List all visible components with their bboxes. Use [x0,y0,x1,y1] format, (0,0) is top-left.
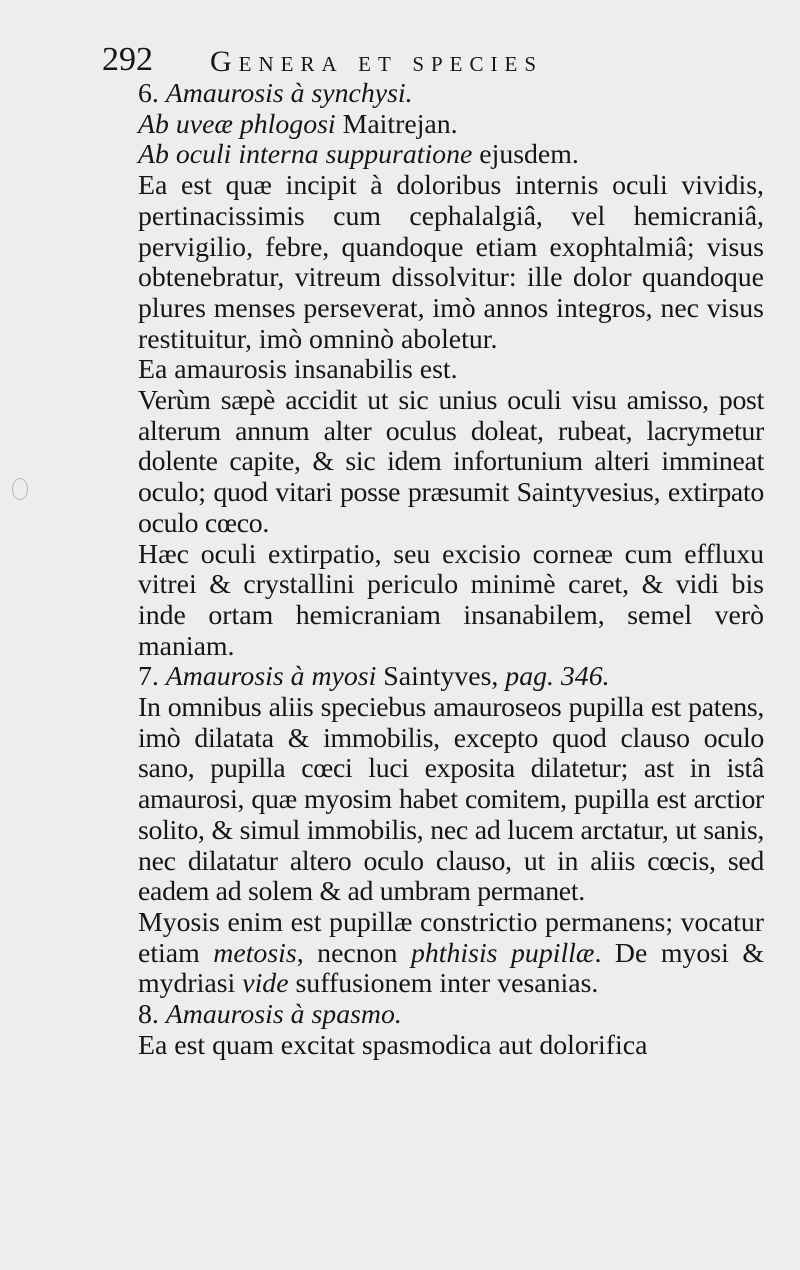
margin-mark [12,478,28,500]
cause-author: Maitrejan. [335,108,458,140]
text-run: suffusionem inter vesanias. [288,968,599,1000]
paragraph: Ea est quam excitat spasmodica aut dolorifica [138,1029,648,1061]
text-run: . De myosi & mydriasi [138,937,764,1000]
species-name: Amaurosis à spasmo. [165,999,402,1031]
term: vide [242,968,289,1000]
cause-text: Ab oculi interna suppuratione [138,139,473,171]
cause-line [104,140,764,171]
species-name: Amaurosis à synchysi. [165,78,413,109]
species-number: 6. [138,78,166,109]
term: metosis [213,937,297,969]
page-number: 292 [102,41,153,78]
species-number: 7. [138,661,166,693]
page-reference: pag. 346. [505,661,610,693]
running-title: Genera et species [210,45,544,78]
paragraph: Hæc oculi extirpatio, seu excisio corneæ cum effluxu vitrei & crystallini periculo minimè caret, & vidi bis inde ortam hemicraniam insanabilem, semel verò maniam. [138,538,764,662]
heading-species-7 [104,662,764,693]
text-run: , necnon [296,937,411,969]
cause-line [104,110,764,141]
cause-text: Ab uveæ phlogosi [138,108,336,140]
species-author: Saintyves, [376,661,506,693]
paragraph: Ea amaurosis insanabilis est. [138,354,458,386]
text-run: Myosis enim est pupillæ constrictio permanens; vocatur etiam [138,906,764,969]
heading-species-8 [104,1000,764,1031]
page-body [104,79,764,1062]
heading-species-6 [104,79,764,110]
cause-author: ejusdem. [472,139,579,171]
species-name: Amaurosis à myosi [165,661,377,693]
paragraph: Ea est quæ incipit à doloribus internis oculi vividis, pertinacissimis cum cephalalgiâ, vel hemicraniâ, pervigilio, febre, quandoque etiam exophtalmiâ; visus obtenebratur, vitreum dissolvitur: ille dolor quandoque plures menses perseverat, imò annos integros, nec visus restituitur, imò omninò aboletur. [138,170,764,355]
paragraph [104,908,764,1000]
paragraph: In omnibus aliis speciebus amauroseos pupilla est patens, imò dilatata & immobilis, excepto quod clauso oculo sano, pupilla cœci luci exposita dilatetur; ast in istâ amaurosi, quæ myosim habet comitem, pupilla est arctior solito, & simul immobilis, nec ad lucem arctatur, ut sanis, nec dilatatur altero oculo clauso, ut in aliis cœcis, sed eadem ad solem & ad umbram permanet. [138,692,764,908]
paragraph: Verùm sæpè accidit ut sic unius oculi visu amisso, post alterum annum alter oculus doleat, rubeat, lacrymetur dolente capite, & sic idem infortunium alteri immineat oculo; quod vitari posse præsumit Saintyvesius, extirpato oculo cœco. [138,385,764,539]
term: phthisis pupillæ [410,937,595,969]
species-number: 8. [138,999,166,1031]
